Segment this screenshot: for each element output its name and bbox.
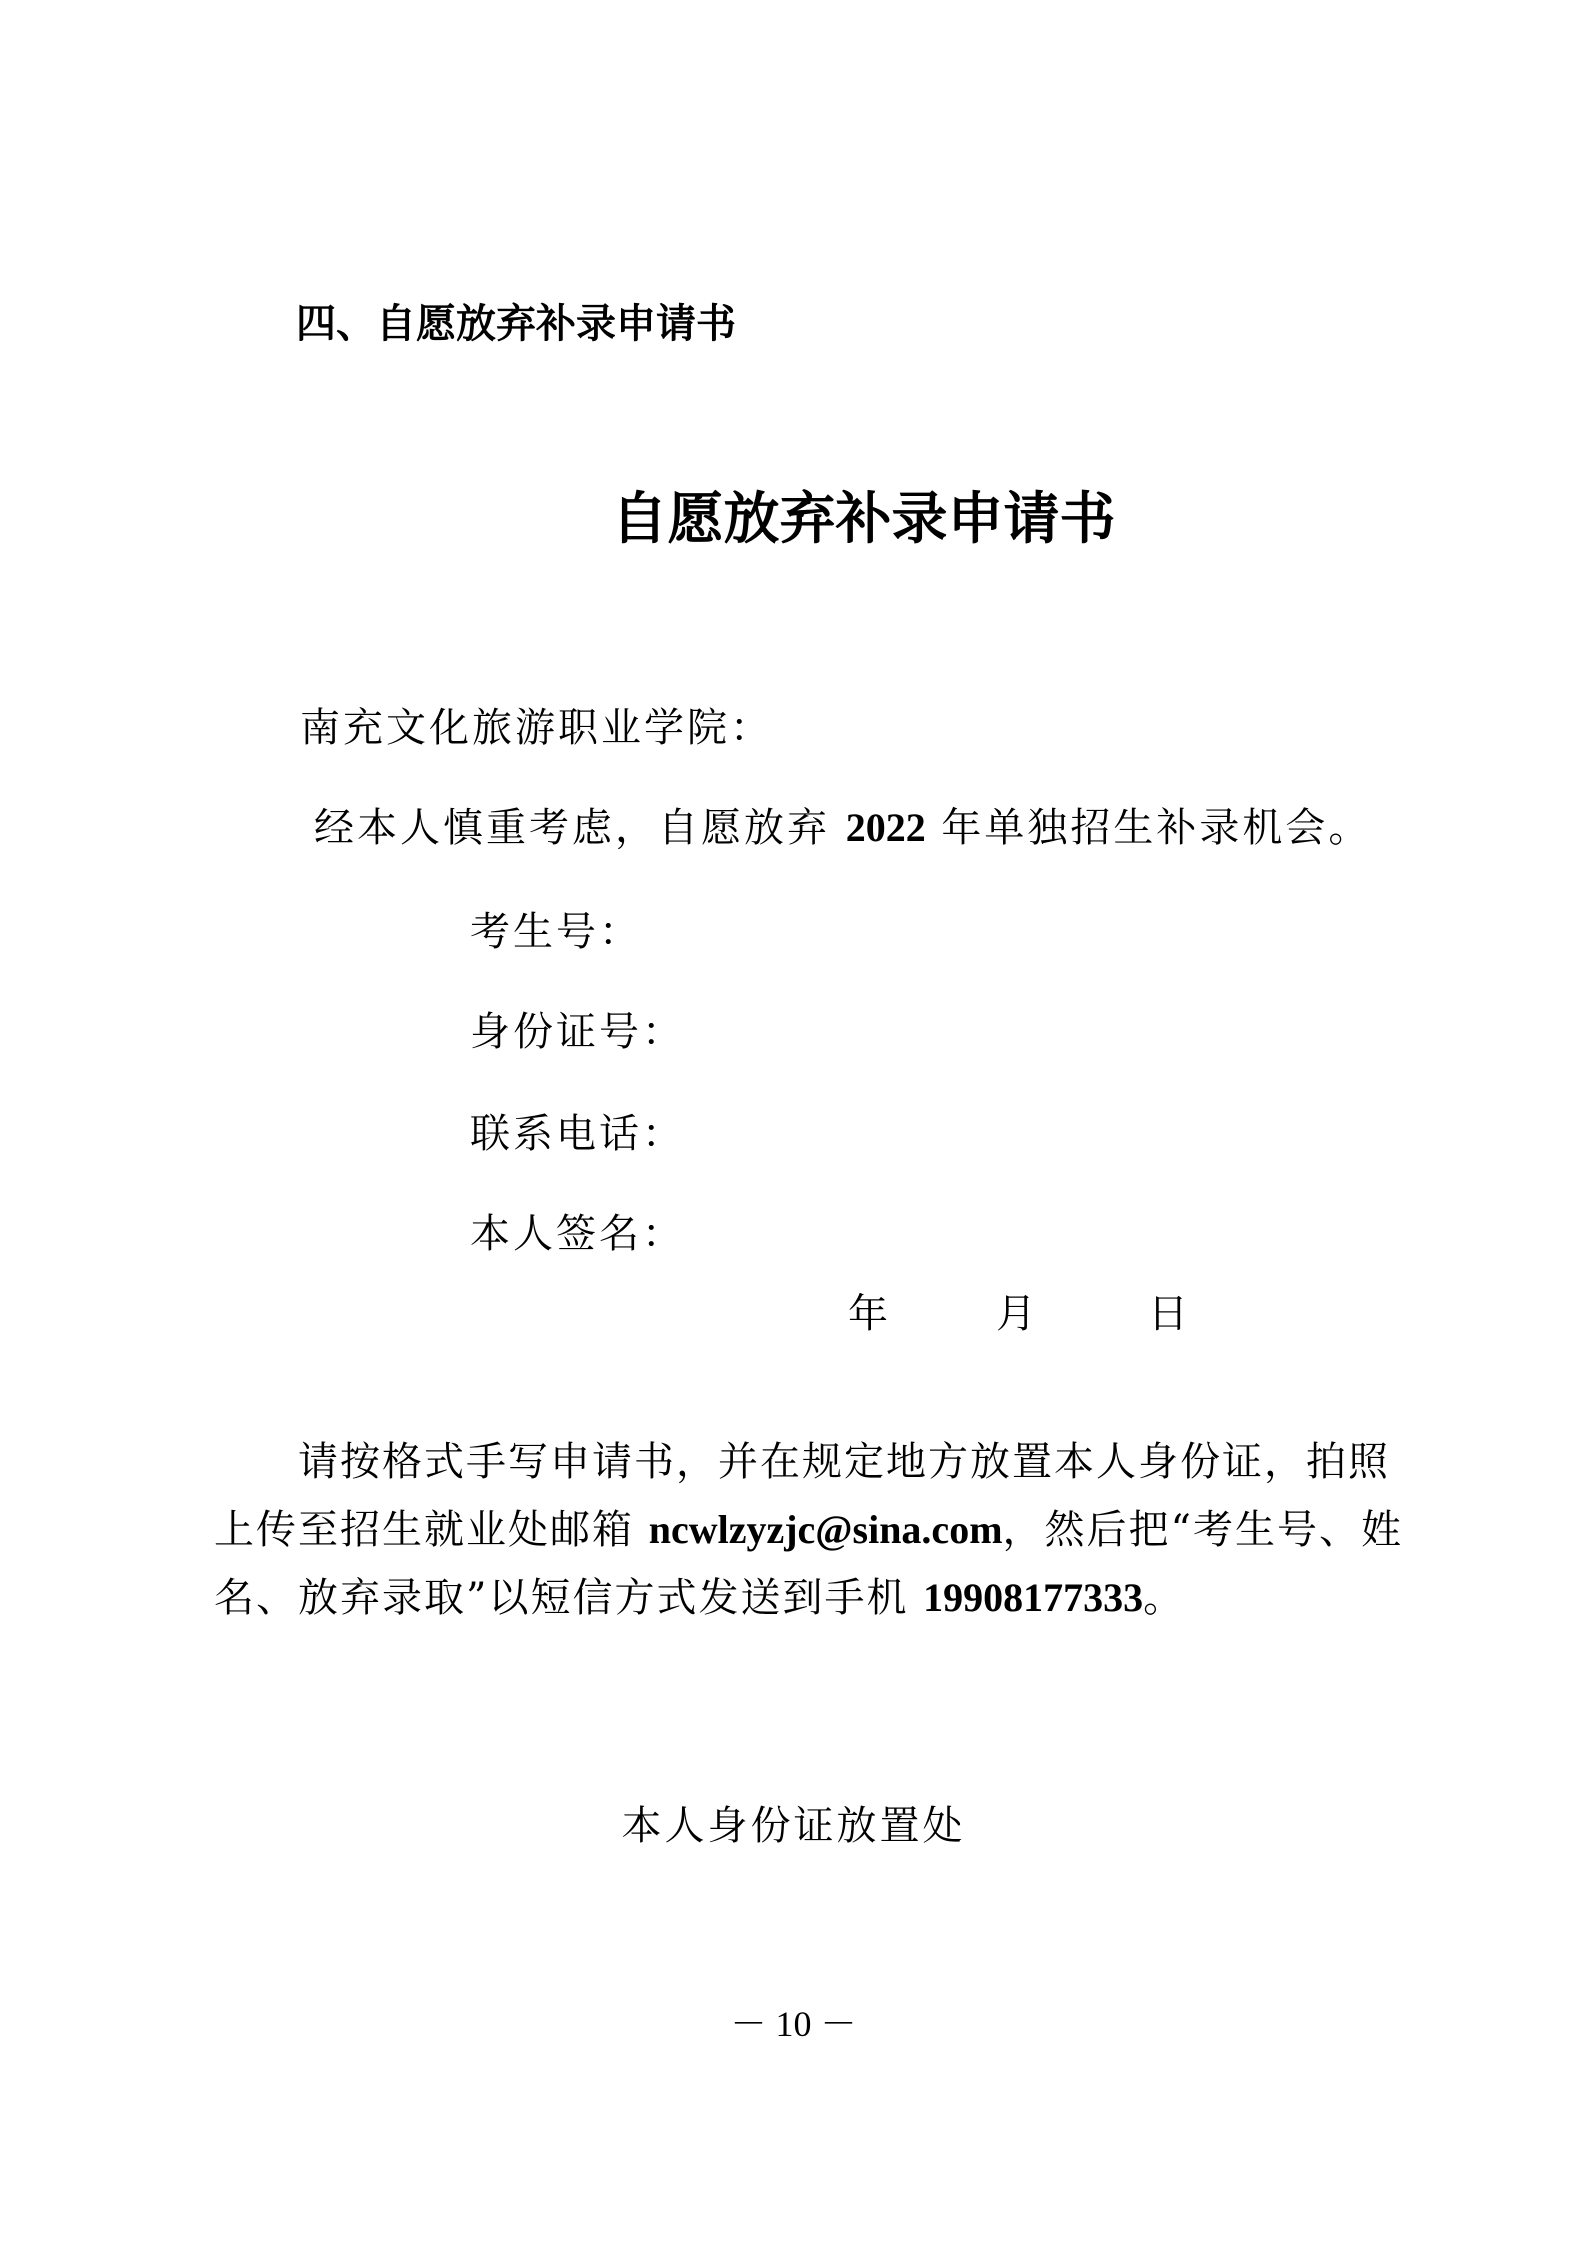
- date-day-label: 日: [1148, 1291, 1191, 1337]
- id-card-placement-label: 本人身份证放置处: [621, 1803, 966, 1849]
- submission-email: ncwlzyzjc@sina.com: [648, 1507, 1003, 1552]
- id-number-field-label: 身份证号：: [470, 1009, 685, 1055]
- section-heading: 四、自愿放弃补录申请书: [296, 301, 736, 347]
- date-month-label: 月: [996, 1291, 1039, 1337]
- statement-year: 2022: [845, 805, 926, 850]
- phone-field-label: 联系电话：: [470, 1111, 685, 1157]
- statement-after: 年单独招生补录机会。: [925, 805, 1372, 851]
- instructions-part3: 。: [1143, 1575, 1186, 1621]
- signature-field-label: 本人签名：: [470, 1211, 685, 1257]
- date-year-label: 年: [848, 1291, 891, 1337]
- sms-mobile-number: 19908177333: [923, 1575, 1144, 1620]
- instructions-paragraph: [214, 1428, 1404, 1632]
- exam-number-field-label: 考生号：: [470, 909, 642, 955]
- page-number: － 10 －: [730, 2004, 857, 2044]
- document-title: 自愿放弃补录申请书: [611, 487, 1116, 552]
- statement-line: [314, 800, 1371, 856]
- statement-before: 经本人慎重考虑，自愿放弃: [314, 805, 846, 851]
- instructions-part1: 请按格式手写申请书，并在规定地方放置本人身份证，拍照上传至招生就业处邮箱: [214, 1439, 1390, 1553]
- instructions-part2: ，然后把“考生号、姓名、放弃录取”以短信方式发送到手机: [214, 1507, 1403, 1621]
- recipient-line: 南充文化旅游职业学院：: [300, 705, 773, 751]
